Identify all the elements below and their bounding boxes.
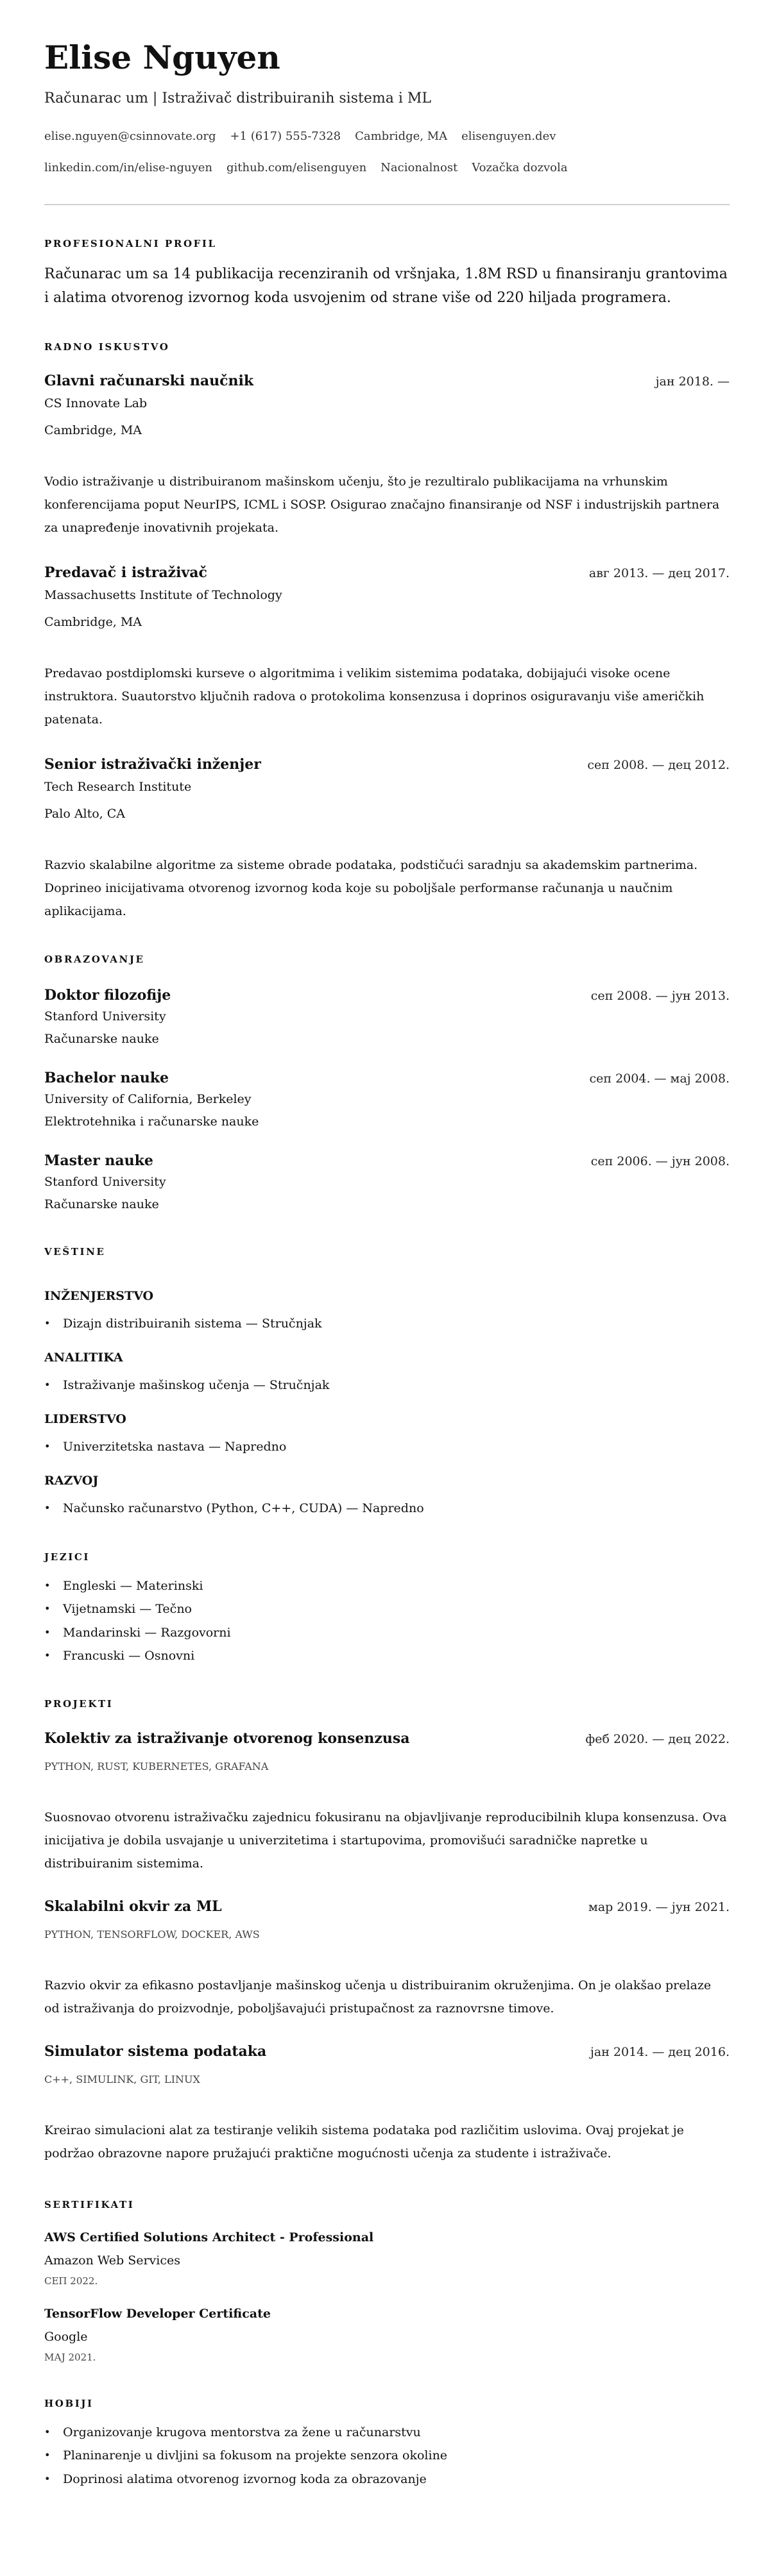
hobbies-section: [44, 2397, 730, 2491]
job-company: Massachusetts Institute of Technology: [44, 587, 282, 602]
education-entry: [44, 1151, 730, 1214]
section-title: OBRAZOVANJE: [44, 953, 145, 965]
skill-item: [44, 1376, 730, 1395]
hobby-label: Planinarenje u divljini sa fokusom na projekte senzora okoline: [63, 2448, 448, 2463]
job-description: Vodio istraživanje u distribuiranom mašinskom učenju, što je rezultiralo publikacijama na vrhunskim konferencijama poput NeurIPS, ICML i SOSP. Osigurao značajno finansiranje od NSF i industrijskih partnera za unapređenje inovativnih projekata.: [44, 474, 720, 535]
language-label: Engleski — Materinski: [63, 1578, 203, 1593]
project-dates: феб 2020. — дец 2022.: [585, 1731, 730, 1746]
profile-section: [44, 237, 730, 310]
job-dates: авг 2013. — дец 2017.: [588, 566, 730, 580]
education-dates: сеп 2004. — мај 2008.: [589, 1071, 730, 1086]
language-item: [44, 1621, 730, 1645]
language-item: [44, 1644, 730, 1668]
job-dates: сеп 2008. — дец 2012.: [587, 757, 730, 772]
project-tech-stack: PYTHON, TENSORFLOW, DOCKER, AWS: [44, 1928, 260, 1940]
experience-section: [44, 341, 730, 923]
skill-category: INŽENJERSTVO: [44, 1288, 154, 1303]
language-item: [44, 1574, 730, 1598]
job-company: CS Innovate Lab: [44, 396, 148, 410]
section-title: RADNO ISKUSTVO: [44, 341, 170, 353]
contact-email[interactable]: elise.nguyen@csinnovate.org: [44, 130, 216, 143]
education-entry: [44, 1068, 730, 1131]
section-title: VEŠTINE: [44, 1245, 106, 1258]
certificate-date: СЕП 2022.: [44, 2275, 98, 2287]
education-dates: сеп 2006. — јун 2008.: [590, 1154, 730, 1168]
job-dates: јан 2018. —: [655, 374, 730, 389]
certificate-issuer: Google: [44, 2329, 88, 2344]
job-title: Senior istraživački inženjer: [44, 755, 261, 773]
skill-list: [44, 1499, 730, 1518]
job-entry: [44, 755, 730, 923]
degree-title: Master nauke: [44, 1152, 153, 1169]
education-entry: [44, 986, 730, 1048]
project-entry: [44, 1897, 730, 2020]
contact-github[interactable]: github.com/elisenguyen: [226, 161, 367, 174]
header-divider: [44, 204, 730, 205]
section-title: PROJEKTI: [44, 1697, 114, 1710]
language-list: [44, 1574, 730, 1668]
school-name: Stanford University: [44, 1174, 166, 1189]
project-title: Simulator sistema podataka: [44, 2042, 267, 2060]
certificate-entry: [44, 2229, 730, 2288]
contact-website[interactable]: elisenguyen.dev: [461, 130, 556, 143]
bullet-icon: •: [44, 1649, 51, 1662]
job-location: Cambridge, MA: [44, 614, 142, 629]
project-description: Kreirao simulacioni alat za testiranje velikih sistema podataka pod različitim uslovima. Ovaj projekat je podržao obrazovne napore pružajući praktične mogućnosti učenja za studente i istraživače.: [44, 2123, 684, 2160]
project-title: Skalabilni okvir za ML: [44, 1898, 222, 1915]
project-tech-stack: C++, SIMULINK, GIT, LINUX: [44, 2073, 200, 2085]
bullet-icon: •: [44, 1603, 51, 1615]
certificate-date: МАЈ 2021.: [44, 2351, 96, 2363]
skill-item: [44, 1314, 730, 1333]
school-name: Stanford University: [44, 1009, 166, 1023]
project-dates: јан 2014. — дец 2016.: [590, 2044, 730, 2059]
certificate-name: TensorFlow Developer Certificate: [44, 2306, 271, 2321]
bullet-icon: •: [44, 2472, 51, 2485]
skill-list: [44, 1376, 730, 1395]
hobby-label: Doprinosi alatima otvorenog izvornog koda za obrazovanje: [63, 2471, 427, 2486]
skill-label: Dizajn distribuiranih sistema — Stručnjak: [63, 1316, 322, 1331]
skill-label: Istraživanje mašinskog učenja — Stručnjak: [63, 1377, 330, 1392]
bullet-icon: •: [44, 1579, 51, 1592]
job-location: Cambridge, MA: [44, 423, 142, 437]
certificates-section: [44, 2198, 730, 2364]
section-title: PROFESIONALNI PROFIL: [44, 238, 217, 249]
project-description: Suosnovao otvorenu istraživačku zajednicu fokusiranu na objavljivanje reproducibilnih klupa konsenzusa. Ova inicijativa je dobila usvajanje u univerzitetima i startupovima, promovišući saradničke napretke u distribuiranim sistemima.: [44, 1810, 727, 1871]
contact-info: [44, 127, 730, 178]
job-description: Razvio skalabilne algoritme za sisteme obrade podataka, podstičući saradnju sa akademskim partnerima. Doprineo inicijativama otvorenog izvornog koda koje su poboljšale performanse računanja u naučnim aplikacijama.: [44, 857, 698, 918]
field-of-study: Računarske nauke: [44, 1197, 159, 1211]
language-label: Vijetnamski — Tečno: [63, 1602, 192, 1617]
job-entry: [44, 563, 730, 731]
bullet-icon: •: [44, 1626, 51, 1638]
hobby-item: [44, 2468, 730, 2491]
skill-category: RAZVOJ: [44, 1473, 99, 1488]
section-title: JEZICI: [44, 1551, 90, 1563]
project-entry: [44, 1729, 730, 1875]
project-dates: мар 2019. — јун 2021.: [588, 1899, 730, 1914]
project-description: Razvio okvir za efikasno postavljanje mašinskog učenja u distribuiranim okruženjima. On je olakšao prelaze od istraživanja do proizvodnje, poboljšavajući pristupačnost za raznovrsne timove.: [44, 1978, 712, 2016]
skill-item: [44, 1437, 730, 1456]
hobby-item: [44, 2444, 730, 2468]
job-entry: [44, 371, 730, 539]
contact-linkedin[interactable]: linkedin.com/in/elise-nguyen: [44, 161, 212, 174]
job-title: Glavni računarski naučnik: [44, 372, 254, 389]
contact-nationality: Nacionalnost: [381, 161, 458, 174]
language-item: [44, 1597, 730, 1621]
section-title: SERTIFIKATI: [44, 2198, 135, 2210]
project-tech-stack: PYTHON, RUST, KUBERNETES, GRAFANA: [44, 1760, 269, 1772]
field-of-study: Elektrotehnika i računarske nauke: [44, 1114, 259, 1129]
bullet-icon: •: [44, 2425, 51, 2438]
job-title: Predavač i istraživač: [44, 564, 207, 581]
job-company: Tech Research Institute: [44, 779, 192, 794]
field-of-study: Računarske nauke: [44, 1031, 159, 1046]
bullet-icon: •: [44, 1440, 51, 1452]
candidate-name: Elise Nguyen: [44, 38, 280, 76]
resume-header: [44, 38, 730, 178]
contact-row: [44, 158, 730, 178]
contact-row: [44, 127, 730, 146]
skill-item: [44, 1499, 730, 1518]
job-description: Predavao postdiplomski kurseve o algoritmima i velikim sistemima podataka, dobijajući visoke ocene instruktora. Suautorstvo ključnih radova o protokolima konsenzusa i doprinos osiguravanju više američkih patenata.: [44, 666, 705, 727]
skill-list: [44, 1314, 730, 1333]
bullet-icon: •: [44, 1501, 51, 1514]
education-section: [44, 953, 730, 1214]
language-label: Mandarinski — Razgovorni: [63, 1625, 231, 1640]
skill-category: ANALITIKA: [44, 1350, 123, 1365]
skill-list: [44, 1437, 730, 1456]
languages-section: [44, 1551, 730, 1668]
hobby-label: Organizovanje krugova mentorstva za žene u računarstvu: [63, 2425, 421, 2439]
language-label: Francuski — Osnovni: [63, 1649, 195, 1663]
contact-phone[interactable]: +1 (617) 555-7328: [230, 130, 341, 143]
education-dates: сеп 2008. — јун 2013.: [590, 988, 730, 1003]
skill-label: Univerzitetska nastava — Napredno: [63, 1439, 287, 1454]
certificate-issuer: Amazon Web Services: [44, 2253, 181, 2268]
degree-title: Bachelor nauke: [44, 1069, 169, 1086]
certificate-name: AWS Certified Solutions Architect - Professional: [44, 2230, 374, 2244]
contact-location: Cambridge, MA: [355, 130, 448, 143]
hobby-item: [44, 2421, 730, 2445]
certificate-entry: [44, 2305, 730, 2364]
project-entry: [44, 2042, 730, 2165]
school-name: University of California, Berkeley: [44, 1091, 252, 1106]
bullet-icon: •: [44, 1378, 51, 1391]
projects-section: [44, 1697, 730, 2165]
skills-section: [44, 1245, 730, 1518]
project-title: Kolektiv za istraživanje otvorenog konsenzusa: [44, 1730, 410, 1747]
contact-drivers-license: Vozačka dozvola: [472, 161, 568, 174]
bullet-icon: •: [44, 1317, 51, 1329]
section-title: HOBIJI: [44, 2397, 94, 2409]
candidate-headline: Računarac um | Istraživač distribuiranih sistema i ML: [44, 90, 431, 106]
job-location: Palo Alto, CA: [44, 806, 126, 821]
skill-category: LIDERSTVO: [44, 1411, 126, 1426]
hobby-list: [44, 2421, 730, 2491]
degree-title: Doktor filozofije: [44, 986, 171, 1004]
bullet-icon: •: [44, 2449, 51, 2462]
skill-label: Načunsko računarstvo (Python, C++, CUDA) — Napredno: [63, 1501, 424, 1515]
profile-summary: Računarac um sa 14 publikacija recenziranih od vršnjaka, 1.8M RSD u finansiranju grantovima i alatima otvorenog izvornog koda usvojenim od strane više od 220 hiljada programera.: [44, 266, 728, 307]
